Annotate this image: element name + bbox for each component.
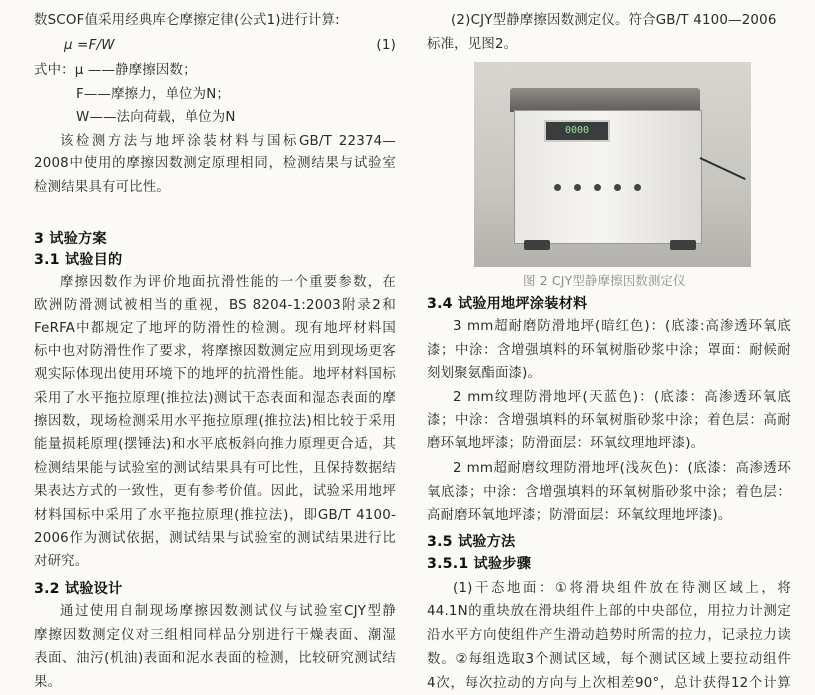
section-heading: 3 试验方案: [34, 231, 107, 247]
figure-caption: 图 2 CJY型静摩擦因数测定仪: [523, 273, 686, 288]
formula: μ =F/W: [64, 38, 115, 53]
text-line: F——摩擦力，单位为N；: [76, 87, 231, 102]
paragraph-line: FeRFA中都规定了地坪的防滑性的检测。现有地坪材料国: [34, 321, 396, 336]
figure-photo: [474, 62, 751, 267]
paragraph-line: 对研究。: [34, 554, 89, 569]
knob-icon: [574, 184, 581, 191]
text-line: W——法向荷载，单位为N: [76, 110, 236, 125]
formula-line: [64, 37, 396, 55]
paragraph-line: 摩擦因数作为评价地面抗滑性能的一个重要参数，在: [60, 275, 396, 290]
paragraph-line: 表面、油污(机油)表面和泥水表面的检测，比较研究测试结: [34, 651, 396, 666]
paragraph-line: 果。: [34, 675, 62, 690]
paragraph-line: 3 mm超耐磨防滑地坪(暗红色)：(底漆:高渗透环氧底: [453, 319, 791, 334]
subsection-heading: 3.5 试验方法: [427, 534, 516, 550]
paragraph-line: 材料国标中采用了水平拖拉原理(推拉法)，即GB/T 4100-: [34, 508, 396, 523]
machine-foot: [670, 240, 696, 250]
text-line: (2)CJY型静摩擦因数测定仪。符合GB/T 4100—2006: [451, 13, 777, 28]
machine-foot: [524, 240, 550, 250]
paragraph-line: 标中也对防滑性作了要求，将摩擦因数测定应用到现场更客: [34, 344, 396, 359]
subsection-heading: 3.4 试验用地坪涂装材料: [427, 296, 588, 312]
paragraph-line: 检测结果能与试验室的测试结果具有可比性，且保持数据结: [34, 461, 396, 476]
subsection-heading: 3.5.1 试验步骤: [427, 556, 532, 572]
paragraph-line: 刻划聚氨酯面漆)。: [427, 366, 542, 381]
paragraph-line: 摩擦因数测定仪对三组相同样品分别进行干燥表面、潮湿: [34, 628, 396, 643]
knob-icon: [554, 184, 561, 191]
paragraph-line: 磨环氧地坪漆；防滑面层：环氧纹理地坪漆)。: [427, 436, 705, 451]
paragraph-line: 2 mm纹理防滑地坪(天蓝色)：(底漆：高渗透环氧底: [453, 390, 791, 405]
knob-icon: [634, 184, 641, 191]
text-line: 该检测方法与地坪涂装材料与国标GB/T 22374—: [60, 134, 396, 149]
paragraph-line: 数。②每组选取3个测试区域，每个测试区域上要拉动组件: [427, 652, 791, 667]
text-line: 检测结果具有可比性。: [34, 180, 170, 195]
paragraph-line: 擦因数，现场检测采用水平拖拉原理(推拉法)相比较于采用: [34, 414, 396, 429]
paragraph-line: 能量损耗原理(摆锤法)和水平底板斜向推力原理更合适，其: [34, 437, 396, 452]
text-line: 2008中使用的摩擦因数测定原理相同，检测结果与试验室: [34, 156, 396, 171]
machine-top: [510, 88, 700, 112]
knob-icon: [594, 184, 601, 191]
paragraph-line: 高耐磨环氧地坪漆；防滑面层：环氧纹理地坪漆)。: [427, 508, 732, 523]
subsection-heading: 3.2 试验设计: [34, 581, 123, 597]
text-line: 式中：μ ——静摩擦因数；: [34, 63, 197, 78]
equation-number: (1): [376, 38, 396, 53]
text-line: 标准，见图2。: [427, 37, 518, 52]
paragraph-line: 采用了水平拖拉原理(推拉法)测试干态表面和湿态表面的摩: [34, 391, 396, 406]
paragraph-line: 4次，每次拉动的方向与上次相差90°，总计获得12个计算: [427, 676, 791, 691]
text-line: 数SCOF值采用经典库仑摩擦定律(公式1)进行计算:: [34, 13, 340, 28]
paragraph-line: 44.1N的重块放在滑块组件上部的中央部位，用拉力计测定: [427, 604, 791, 619]
paragraph-line: 漆；中涂：含增强填料的环氧树脂砂浆中涂；着色层：高耐: [427, 413, 791, 428]
paragraph-line: 漆；中涂：含增强填料的环氧树脂砂浆中涂；罩面：耐候耐: [427, 343, 791, 358]
paragraph-line: 通过使用自制现场摩擦因数测试仪与试验室CJY型静: [60, 604, 396, 619]
paragraph-line: 沿水平方向使组件产生滑动趋势时所需的拉力，记录拉力读: [427, 628, 791, 643]
label-plate: [538, 150, 678, 176]
paragraph-line: 2 mm超耐磨纹理防滑地坪(浅灰色)：(底漆：高渗透环: [453, 461, 791, 476]
paragraph-line: (1)干态地面：①将滑块组件放在待测区域上，将: [453, 581, 791, 596]
paragraph-line: 2006作为测试依据，测试结果与试验室的测试结果进行比: [34, 531, 396, 546]
paragraph-line: 观实际体现出使用环境下的地坪的抗滑性能。地坪材料国标: [34, 367, 396, 382]
display-panel: 0000: [544, 120, 610, 142]
paragraph-line: 欧洲防滑测试被相当的重视，BS 8204-1:2003附录2和: [34, 298, 396, 313]
subsection-heading: 3.1 试验目的: [34, 252, 123, 268]
paragraph-line: 果表达方式的一致性，更有参考价值。因此，试验采用地坪: [34, 484, 396, 499]
knob-icon: [614, 184, 621, 191]
paragraph-line: 氧底漆；中涂：含增强填料的环氧树脂砂浆中涂；着色层：: [427, 485, 791, 500]
